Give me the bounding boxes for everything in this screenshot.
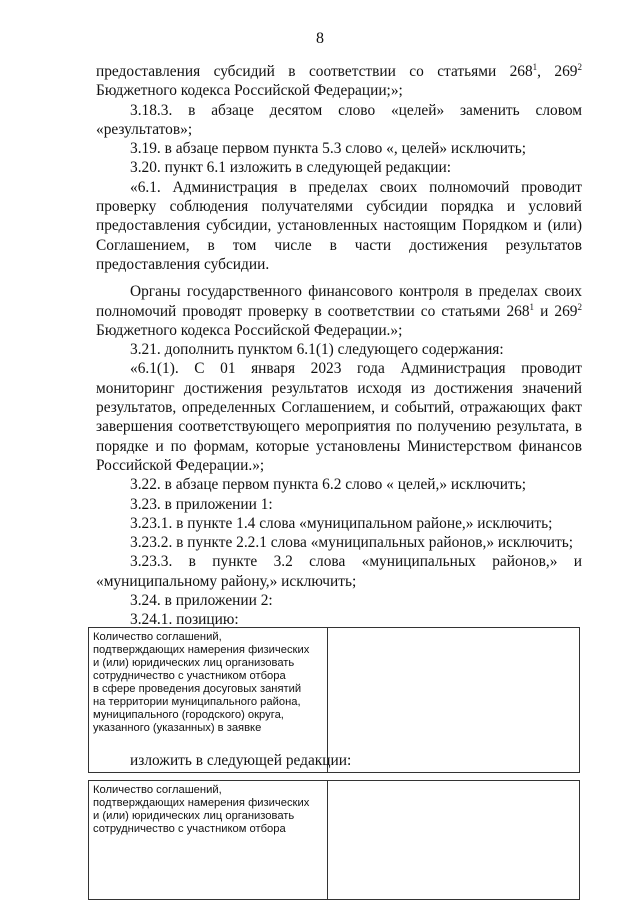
table-new-value-cell <box>328 781 580 900</box>
text-run: 3.23.3. в пункте 3.2 слова «муниципальных районов,» и «муниципальному району,» исключить; <box>96 553 582 590</box>
document-body <box>96 62 582 630</box>
text-run: 3.20. пункт 6.1 изложить в следующей редакции: <box>130 159 451 177</box>
superscript: 1 <box>529 301 535 312</box>
paragraph-p7 <box>96 340 582 359</box>
table-old-value-cell <box>328 628 580 773</box>
text-run: и 269 <box>534 302 578 320</box>
text-run: Бюджетного кодекса Российской Федерации;»; <box>96 82 403 100</box>
text-run: «6.1(1). С 01 января 2023 года Администрация проводит мониторинг достижения результатов исходя из достижения значений результатов, определенных Соглашением, и событий, отражающих факт завершения соответствующего мероприятия по получению результата, в порядке и по формам, которые установлены Министерством финансов Российской Федерации.»; <box>96 360 582 474</box>
paragraph-p5 <box>96 178 582 274</box>
paragraph-p11 <box>96 514 582 533</box>
superscript: 2 <box>577 62 582 72</box>
text-run: 3.23. в приложении 1: <box>130 495 273 513</box>
table-new-position <box>88 780 580 900</box>
text-run: 3.18.3. в абзаце десятом слово «целей» заменить словом «результатов»; <box>96 101 582 138</box>
text-run: 3.24.1. позицию: <box>130 611 239 629</box>
page-number: 8 <box>316 30 324 47</box>
table-new-label-cell: Количество соглашений, подтверждающих намерения физических и (или) юридических лиц организовать сотрудничество с участником отбора <box>89 781 328 900</box>
text-run: 3.21. дополнить пунктом 6.1(1) следующего содержания: <box>130 341 504 359</box>
text-run: Бюджетного кодекса Российской Федерации.»; <box>96 321 403 339</box>
table-old-label-cell: Количество соглашений, подтверждающих намерения физических и (или) юридических лиц организовать сотрудничество с участником отбора в сфере проведения досуговых занятий на территории муниципального района, муниципального (городского) округа, указанного (указанных) в заявке <box>89 628 328 773</box>
paragraph-p4 <box>96 158 582 177</box>
paragraph-p8 <box>96 359 582 475</box>
text-run: предоставления субсидий в соответствии со статьями 268 <box>96 63 533 80</box>
paragraph-gap <box>96 274 582 282</box>
text-run: «6.1. Администрация в пределах своих полномочий проводит проверку соблюдения получателями субсидии порядка и условий предоставления субсидии, установленных настоящим Порядком и (или) Соглашением, в том числе в части достижения результатов предоставления субсидии. <box>96 178 582 273</box>
paragraph-p2 <box>96 101 582 140</box>
superscript: 1 <box>532 62 538 72</box>
text-run: 3.23.1. в пункте 1.4 слова «муниципальном районе,» исключить; <box>130 514 553 532</box>
text-run: 3.22. в абзаце первом пункта 6.2 слово « целей,» исключить; <box>130 476 527 494</box>
paragraph-p3 <box>96 139 582 158</box>
text-run: 3.19. в абзаце первом пункта 5.3 слово «, целей» исключить; <box>130 140 527 158</box>
paragraph-p13 <box>96 552 582 591</box>
text-run: 3.24. в приложении 2: <box>130 592 273 610</box>
replacement-intro: изложить в следующей редакции: <box>130 752 352 769</box>
text-run: 3.23.2. в пункте 2.2.1 слова «муниципальных районов,» исключить; <box>130 534 573 552</box>
superscript: 2 <box>577 301 582 312</box>
paragraph-p12 <box>96 533 582 552</box>
text-run: Органы государственного финансового контроля в пределах своих полномочий проводят проверку в соответствии со статьями 268 <box>96 283 582 320</box>
paragraph-p6 <box>96 282 582 340</box>
paragraph-p14 <box>96 591 582 610</box>
text-run: , 269 <box>537 63 578 80</box>
paragraph-p9 <box>96 475 582 494</box>
paragraph-p10 <box>96 495 582 514</box>
paragraph-p1 <box>96 62 582 101</box>
